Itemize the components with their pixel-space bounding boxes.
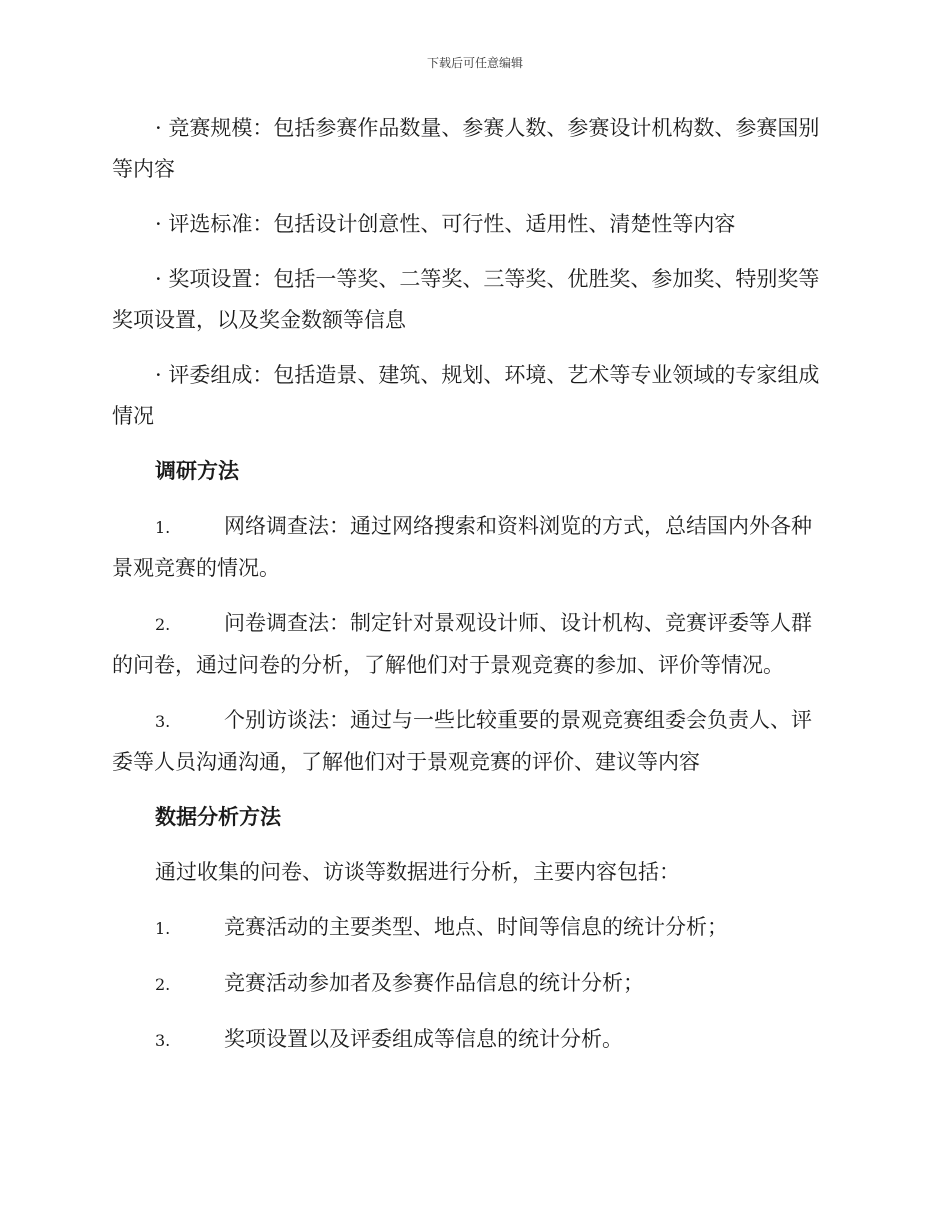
list-item-text: 竞赛活动的主要类型、地点、时间等信息的统计分析； [224,915,728,939]
section-intro: 通过收集的问卷、访谈等数据进行分析，主要内容包括： [155,860,680,884]
list-item-text: 竞赛活动参加者及参赛作品信息的统计分析； [224,971,644,995]
list-item [112,603,832,686]
list-item [112,506,832,589]
list-item-text: 问卷调查法：制定针对景观设计师、设计机构、竞赛评委等人群的问卷，通过问卷的分析，了解他们对于景观竞赛的参加、评价等情况。 [112,611,812,677]
list-item [112,907,832,949]
page-header: 下载后可任意编辑 [426,56,523,70]
list-item-text: 奖项设置以及评委组成等信息的统计分析。 [224,1027,623,1051]
bullet-scale: · 竞赛规模：包括参赛作品数量、参赛人数、参赛设计机构数、参赛国别等内容 [112,116,820,181]
list-item-number: 2. [155,975,171,994]
section-heading-research-methods: 调研方法 [155,459,239,483]
list-item [112,700,832,783]
list-item-text: 网络调查法：通过网络搜索和资料浏览的方式，总结国内外各种景观竞赛的情况。 [112,514,812,580]
list-item-number: 2. [155,615,171,634]
document-body [112,108,832,1075]
list-item-number: 3. [155,712,171,731]
list-item-number: 3. [155,1031,171,1050]
bullet-criteria: · 评选标准：包括设计创意性、可行性、适用性、清楚性等内容 [155,212,736,236]
list-item [112,1019,832,1061]
list-item-number: 1. [155,518,171,537]
list-item [112,963,832,1005]
list-item-text: 个别访谈法：通过与一些比较重要的景观竞赛组委会负责人、评委等人员沟通沟通，了解他们对于景观竞赛的评价、建议等内容 [112,708,812,774]
list-item-number: 1. [155,919,171,938]
section-heading-data-analysis: 数据分析方法 [155,805,281,829]
bullet-jury: · 评委组成：包括造景、建筑、规划、环境、艺术等专业领域的专家组成情况 [112,363,820,428]
bullet-awards: · 奖项设置：包括一等奖、二等奖、三等奖、优胜奖、参加奖、特别奖等奖项设置，以及奖金数额等信息 [112,267,820,332]
